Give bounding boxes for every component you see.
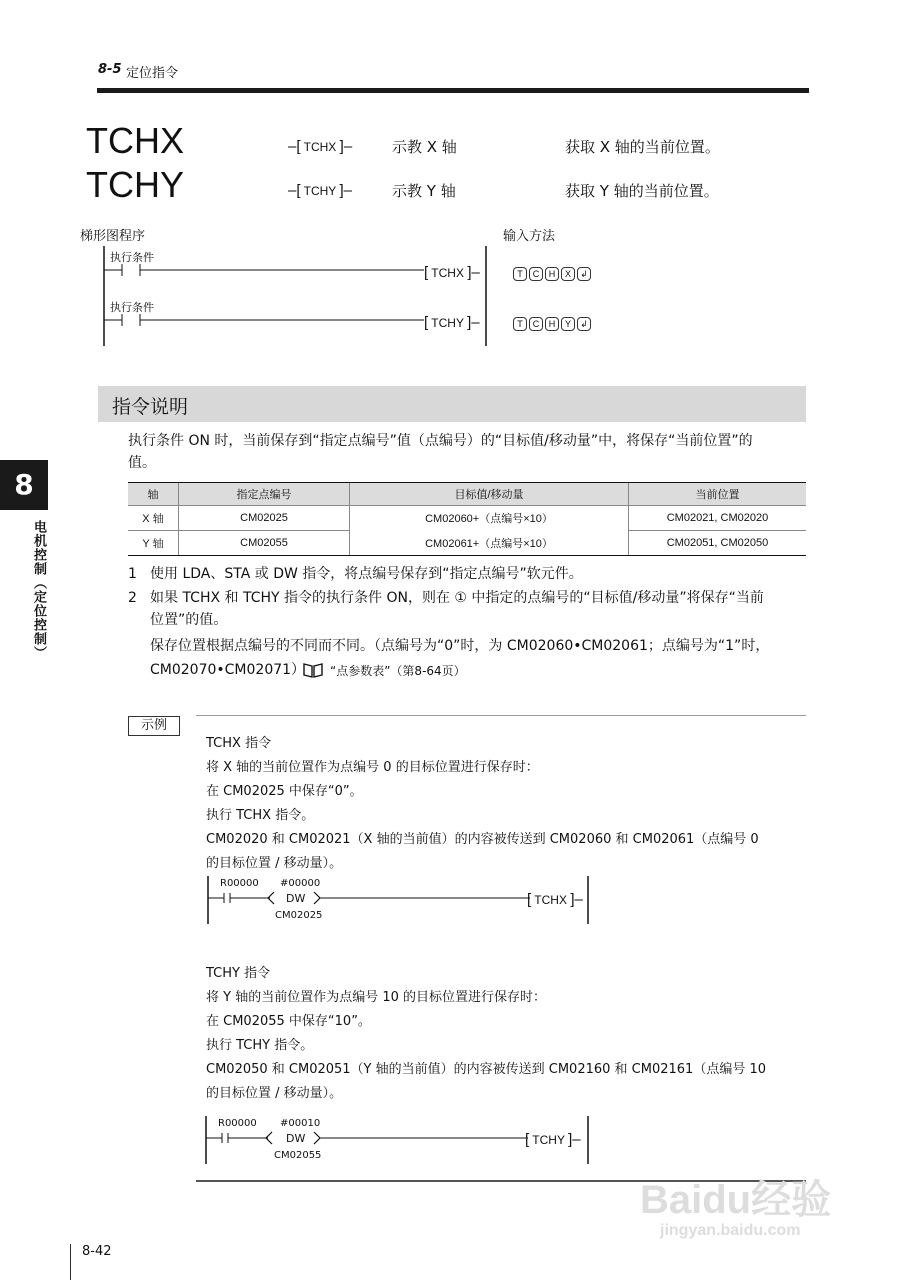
key-t: T — [513, 317, 527, 331]
key-c: C — [529, 267, 543, 281]
example-line: CM02020 和 CM02021（X 轴的当前值）的内容被传送到 CM02060 和 CM02061（点编号 0 — [206, 832, 759, 847]
ladder-diagram — [96, 240, 496, 350]
note-2-line2: 位置”的值。 — [150, 612, 228, 628]
chapter-side-title: 电机控制（定位控制） — [31, 520, 46, 660]
example-rule — [196, 715, 806, 716]
key-x: X — [561, 267, 575, 281]
note-2-line4: CM02070•CM02071） — [150, 662, 306, 678]
example-line: 在 CM02055 中保存“10”。 — [206, 1014, 371, 1029]
page-margin-line — [70, 1244, 71, 1280]
key-c: C — [529, 317, 543, 331]
table-cell: CM02061+（点编号×10） — [350, 531, 629, 556]
table-header: 指定点编号 — [179, 483, 350, 506]
key-sequence-tchy — [513, 314, 593, 332]
example-instruction-tchy: [ TCHY ]– — [525, 1131, 581, 1148]
instruction-mnemonic-tchx: TCHX — [86, 120, 184, 161]
constant-value: #00000 — [280, 878, 321, 889]
table-header: 当前位置 — [629, 483, 807, 506]
relay-address: R00000 — [218, 1118, 257, 1129]
register-table — [128, 482, 806, 556]
section-title: 定位指令 — [126, 66, 179, 81]
instruction-symbol-tchx: –[ TCHX ]– — [288, 138, 353, 155]
explanation-heading-band — [98, 386, 806, 422]
example-instruction-tchx: [ TCHX ]– — [527, 891, 583, 908]
example-line: 的目标位置 / 移动量）。 — [206, 1086, 343, 1101]
table-header: 轴 — [128, 483, 179, 506]
table-row — [128, 506, 806, 531]
relay-address: R00000 — [220, 878, 259, 889]
example-line: 将 X 轴的当前位置作为点编号 0 的目标位置进行保存时： — [206, 760, 539, 775]
header-rule — [97, 88, 809, 93]
explanation-intro-line1: 执行条件 ON 时，当前保存到“指定点编号”值（点编号）的“目标值/移动量”中，将保存“当前位置”的 — [128, 433, 753, 449]
ladder-instruction-tchy: [ TCHY ]– — [424, 314, 480, 331]
table-cell: Y 轴 — [128, 531, 179, 556]
key-sequence-tchx — [513, 264, 593, 282]
example-title-tchx: TCHX 指令 — [206, 736, 272, 751]
table-cell: CM02051, CM02050 — [629, 531, 807, 556]
execution-condition-label-2: 执行条件 — [110, 301, 154, 314]
section-number: 8-5 — [98, 62, 122, 77]
instruction-symbol-tchy: –[ TCHY ]– — [288, 182, 352, 199]
example-label: 示例 — [128, 716, 180, 736]
watermark-brand: Baidu经验 — [640, 1178, 832, 1222]
note-2-line3: 保存位置根据点编号的不同而不同。（点编号为“0”时，为 CM02060•CM02061；点编号为“1”时， — [150, 638, 770, 654]
execution-condition-label-1: 执行条件 — [110, 251, 154, 264]
note-1-line1: 使用 LDA、STA 或 DW 指令，将点编号保存到“指定点编号”软元件。 — [150, 566, 583, 582]
instruction-desc-tchx: 获取 X 轴的当前位置。 — [565, 138, 720, 156]
note-number-1: 1 — [128, 566, 137, 582]
instruction-desc-tchy: 获取 Y 轴的当前位置。 — [565, 182, 719, 200]
operand-address: CM02055 — [274, 1150, 322, 1161]
constant-value: #00010 — [280, 1118, 321, 1129]
example-line: 在 CM02025 中保存“0”。 — [206, 784, 363, 799]
ladder-instruction-tchx: [ TCHX ]– — [424, 264, 480, 281]
chapter-tab: 8 — [0, 460, 48, 510]
table-cell: CM02021, CM02020 — [629, 506, 807, 531]
input-method-label: 输入方法 — [503, 229, 556, 244]
table-cell: CM02025 — [179, 506, 350, 531]
operand-address: CM02025 — [275, 910, 323, 921]
note-number-2: 2 — [128, 590, 137, 606]
table-cell: CM02055 — [179, 531, 350, 556]
instruction-mnemonic-tchy: TCHY — [86, 164, 184, 205]
table-header: 目标值/移动量 — [350, 483, 629, 506]
key-h: H — [545, 267, 559, 281]
note-2-line1: 如果 TCHX 和 TCHY 指令的执行条件 ON，则在 ① 中指定的点编号的“目标值/移动量”将保存“当前 — [150, 590, 764, 606]
enter-key-icon: ↲ — [577, 317, 591, 331]
example-line: 执行 TCHX 指令。 — [206, 808, 315, 823]
enter-key-icon: ↲ — [577, 267, 591, 281]
example-line: 的目标位置 / 移动量）。 — [206, 856, 343, 871]
instruction-name-tchx: 示教 X 轴 — [392, 138, 457, 156]
example-line: 将 Y 轴的当前位置作为点编号 10 的目标位置进行保存时： — [206, 990, 547, 1005]
key-y: Y — [561, 317, 575, 331]
key-t: T — [513, 267, 527, 281]
explanation-intro-line2: 值。 — [128, 455, 156, 471]
page-number: 8-42 — [82, 1244, 112, 1259]
instruction-name-tchy: 示教 Y 轴 — [392, 182, 456, 200]
key-h: H — [545, 317, 559, 331]
table-cell: CM02060+（点编号×10） — [350, 506, 629, 531]
example-title-tchy: TCHY 指令 — [206, 966, 271, 981]
table-header-row — [128, 483, 806, 506]
reference-link[interactable]: “点参数表”（第8-64页） — [330, 664, 466, 678]
table-row — [128, 531, 806, 556]
manual-reference-icon — [302, 661, 324, 679]
example-line: CM02050 和 CM02051（Y 轴的当前值）的内容被传送到 CM02160 和 CM02161（点编号 10 — [206, 1062, 767, 1077]
table-cell: X 轴 — [128, 506, 179, 531]
dw-operation: DW — [286, 1132, 306, 1145]
ladder-program-label: 梯形图程序 — [80, 229, 146, 244]
dw-operation: DW — [286, 892, 306, 905]
explanation-heading: 指令说明 — [112, 396, 189, 418]
watermark-url: jingyan.baidu.com — [660, 1222, 801, 1239]
example-line: 执行 TCHY 指令。 — [206, 1038, 314, 1053]
